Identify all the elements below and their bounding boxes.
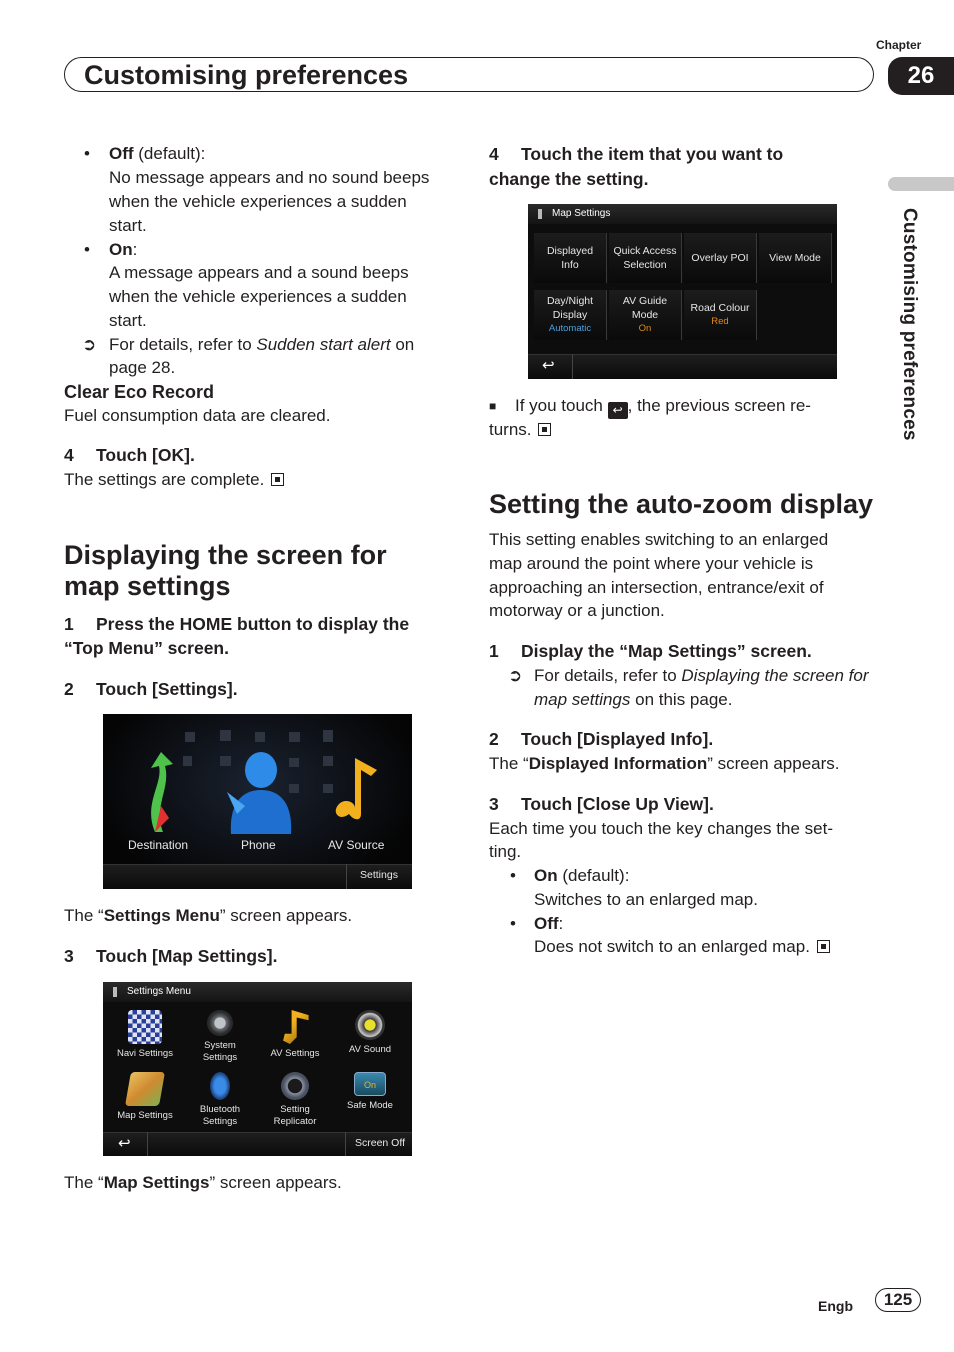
step-number: 3 [489, 794, 499, 814]
av-settings-item[interactable]: AV Settings [258, 1010, 332, 1060]
step-text: Touch [Settings]. [96, 679, 238, 699]
language-code: Engb [818, 1298, 853, 1314]
ref-text-line2: map settings on this page. [534, 690, 733, 709]
note-text-line2: turns. [489, 418, 551, 442]
overlay-poi-button[interactable]: Overlay POI [684, 233, 757, 283]
screen-off-button[interactable]: Screen Off [355, 1137, 405, 1149]
on-option: On: [109, 240, 138, 259]
step-desc: The “Displayed Information” screen appears. [489, 754, 840, 773]
on-desc: Switches to an enlarged map. [534, 890, 758, 909]
on-desc-1: A message appears and a sound beeps [109, 263, 409, 282]
map-settings-title: Map Settings [528, 204, 837, 224]
bar-divider [147, 1132, 148, 1156]
checkered-flag-icon [128, 1010, 162, 1044]
step-text: Touch the item that you want to [521, 144, 784, 164]
on-desc-2: when the vehicle experiences a sudden [109, 287, 407, 306]
end-mark-icon [538, 423, 551, 436]
day-night-display-button[interactable]: Day/Night Display Automatic [534, 290, 607, 340]
step-number: 2 [489, 729, 499, 749]
speaker-icon [355, 1010, 385, 1040]
chapter-number: 26 [888, 57, 954, 95]
auto-zoom-heading: Setting the auto-zoom display [489, 489, 874, 519]
step-number: 2 [64, 679, 74, 699]
end-mark-icon [271, 473, 284, 486]
map-settings-appears: The “Map Settings” screen appears. [64, 1173, 342, 1192]
road-colour-button[interactable]: Road Colour Red [684, 290, 757, 340]
step-desc-line2: ting. [489, 842, 522, 861]
navi-settings-item[interactable]: Navi Settings [108, 1010, 182, 1060]
settings-button[interactable]: Settings [360, 869, 398, 881]
bullet-dot: • [510, 866, 516, 885]
bar-divider [346, 864, 347, 889]
phone-label[interactable]: Phone [241, 838, 276, 852]
page-number: 125 [875, 1288, 921, 1312]
chapter-label: Chapter [876, 38, 922, 52]
bar-divider [345, 1132, 346, 1156]
monitor-icon [354, 1072, 386, 1096]
bar-divider [572, 354, 573, 379]
bluetooth-settings-item[interactable]: Bluetooth Settings [183, 1072, 257, 1128]
step-text: Press the HOME button to display the [96, 614, 410, 634]
step-text: Touch [OK]. [96, 445, 195, 465]
back-icon: ↩ [608, 402, 628, 419]
settings-menu-screenshot [103, 982, 412, 1156]
step-text: Display the “Map Settings” screen. [521, 641, 812, 661]
off-desc: Does not switch to an enlarged map. [534, 935, 830, 959]
arrow-ref-icon: ➲ [508, 666, 523, 685]
note-text: If you touch ↩ , the previous screen re- [515, 396, 811, 417]
off-option: Off: [534, 914, 564, 933]
off-option: Off (default): [109, 144, 206, 163]
bullet-dot: • [84, 240, 90, 259]
av-guide-mode-button[interactable]: AV Guide Mode On [609, 290, 682, 340]
step-number: 1 [489, 641, 499, 661]
step-desc: The settings are complete. [64, 468, 284, 492]
intro-line: approaching an intersection, entrance/exit of [489, 578, 824, 597]
bullet-dot: • [84, 144, 90, 163]
on-option: On (default): [534, 866, 630, 885]
off-desc-1: No message appears and no sound beeps [109, 168, 430, 187]
intro-line: This setting enables switching to an enlarged [489, 530, 829, 549]
displayed-info-button[interactable]: Displayed Info [534, 233, 607, 283]
top-menu-art [103, 714, 412, 889]
ref-text: For details, refer to Displaying the screen for [534, 666, 869, 685]
ref-text: For details, refer to Sudden start alert on [109, 335, 415, 354]
side-label: Customising preferences [899, 208, 920, 441]
section-heading-line2: map settings [64, 571, 231, 601]
ref-text-line2: page 28. [109, 358, 176, 377]
av-sound-item[interactable]: AV Sound [333, 1010, 407, 1056]
step-text: Touch [Map Settings]. [96, 946, 278, 966]
step-text-line2: change the setting. [489, 169, 649, 189]
step-text: Touch [Displayed Info]. [521, 729, 714, 749]
on-desc-3: start. [109, 311, 147, 330]
back-icon[interactable]: ↩ [542, 357, 555, 374]
step-number: 4 [489, 144, 499, 164]
bluetooth-icon [210, 1072, 230, 1100]
av-source-label[interactable]: AV Source [328, 838, 385, 852]
map-settings-bottom-bar [528, 354, 837, 379]
side-tab [888, 177, 954, 191]
gear-icon [207, 1010, 233, 1036]
step-number: 3 [64, 946, 74, 966]
destination-label[interactable]: Destination [128, 838, 189, 852]
replicator-icon [281, 1072, 309, 1100]
off-desc-3: start. [109, 216, 147, 235]
step-number: 1 [64, 614, 74, 634]
safe-mode-item[interactable]: On Safe Mode [333, 1072, 407, 1112]
note-square-bullet: ■ [489, 399, 497, 413]
section-heading-line1: Displaying the screen for [64, 540, 387, 570]
view-mode-button[interactable]: View Mode [759, 233, 832, 283]
settings-menu-appears: The “Settings Menu” screen appears. [64, 906, 353, 925]
off-desc-2: when the vehicle experiences a sudden [109, 192, 407, 211]
intro-line: map around the point where your vehicle is [489, 554, 814, 573]
step-text: Touch [Close Up View]. [521, 794, 714, 814]
section-title: Customising preferences [84, 60, 409, 90]
step-text-line2: “Top Menu” screen. [64, 638, 229, 658]
step-number: 4 [64, 445, 74, 465]
back-icon[interactable]: ↩ [118, 1135, 131, 1152]
clear-eco-heading: Clear Eco Record [64, 382, 215, 402]
settings-menu-title: Settings Menu [103, 982, 412, 1002]
map-settings-screenshot [528, 204, 837, 379]
arrow-ref-icon: ➲ [82, 335, 97, 354]
system-settings-item[interactable]: System Settings [183, 1010, 257, 1064]
map-settings-item[interactable]: Map Settings [108, 1072, 182, 1122]
safe-mode-on-text: On [363, 1080, 376, 1090]
map-icon [125, 1072, 165, 1106]
end-mark-icon [817, 940, 830, 953]
music-note-icon [278, 1010, 312, 1044]
step-desc: Each time you touch the key changes the set- [489, 819, 833, 838]
clear-eco-desc: Fuel consumption data are cleared. [64, 406, 331, 425]
intro-line: motorway or a junction. [489, 601, 665, 620]
bullet-dot: • [510, 914, 516, 933]
quick-access-selection-button[interactable]: Quick Access Selection [609, 233, 682, 283]
setting-replicator-item[interactable]: Setting Replicator [258, 1072, 332, 1128]
top-menu-screenshot [103, 714, 412, 889]
